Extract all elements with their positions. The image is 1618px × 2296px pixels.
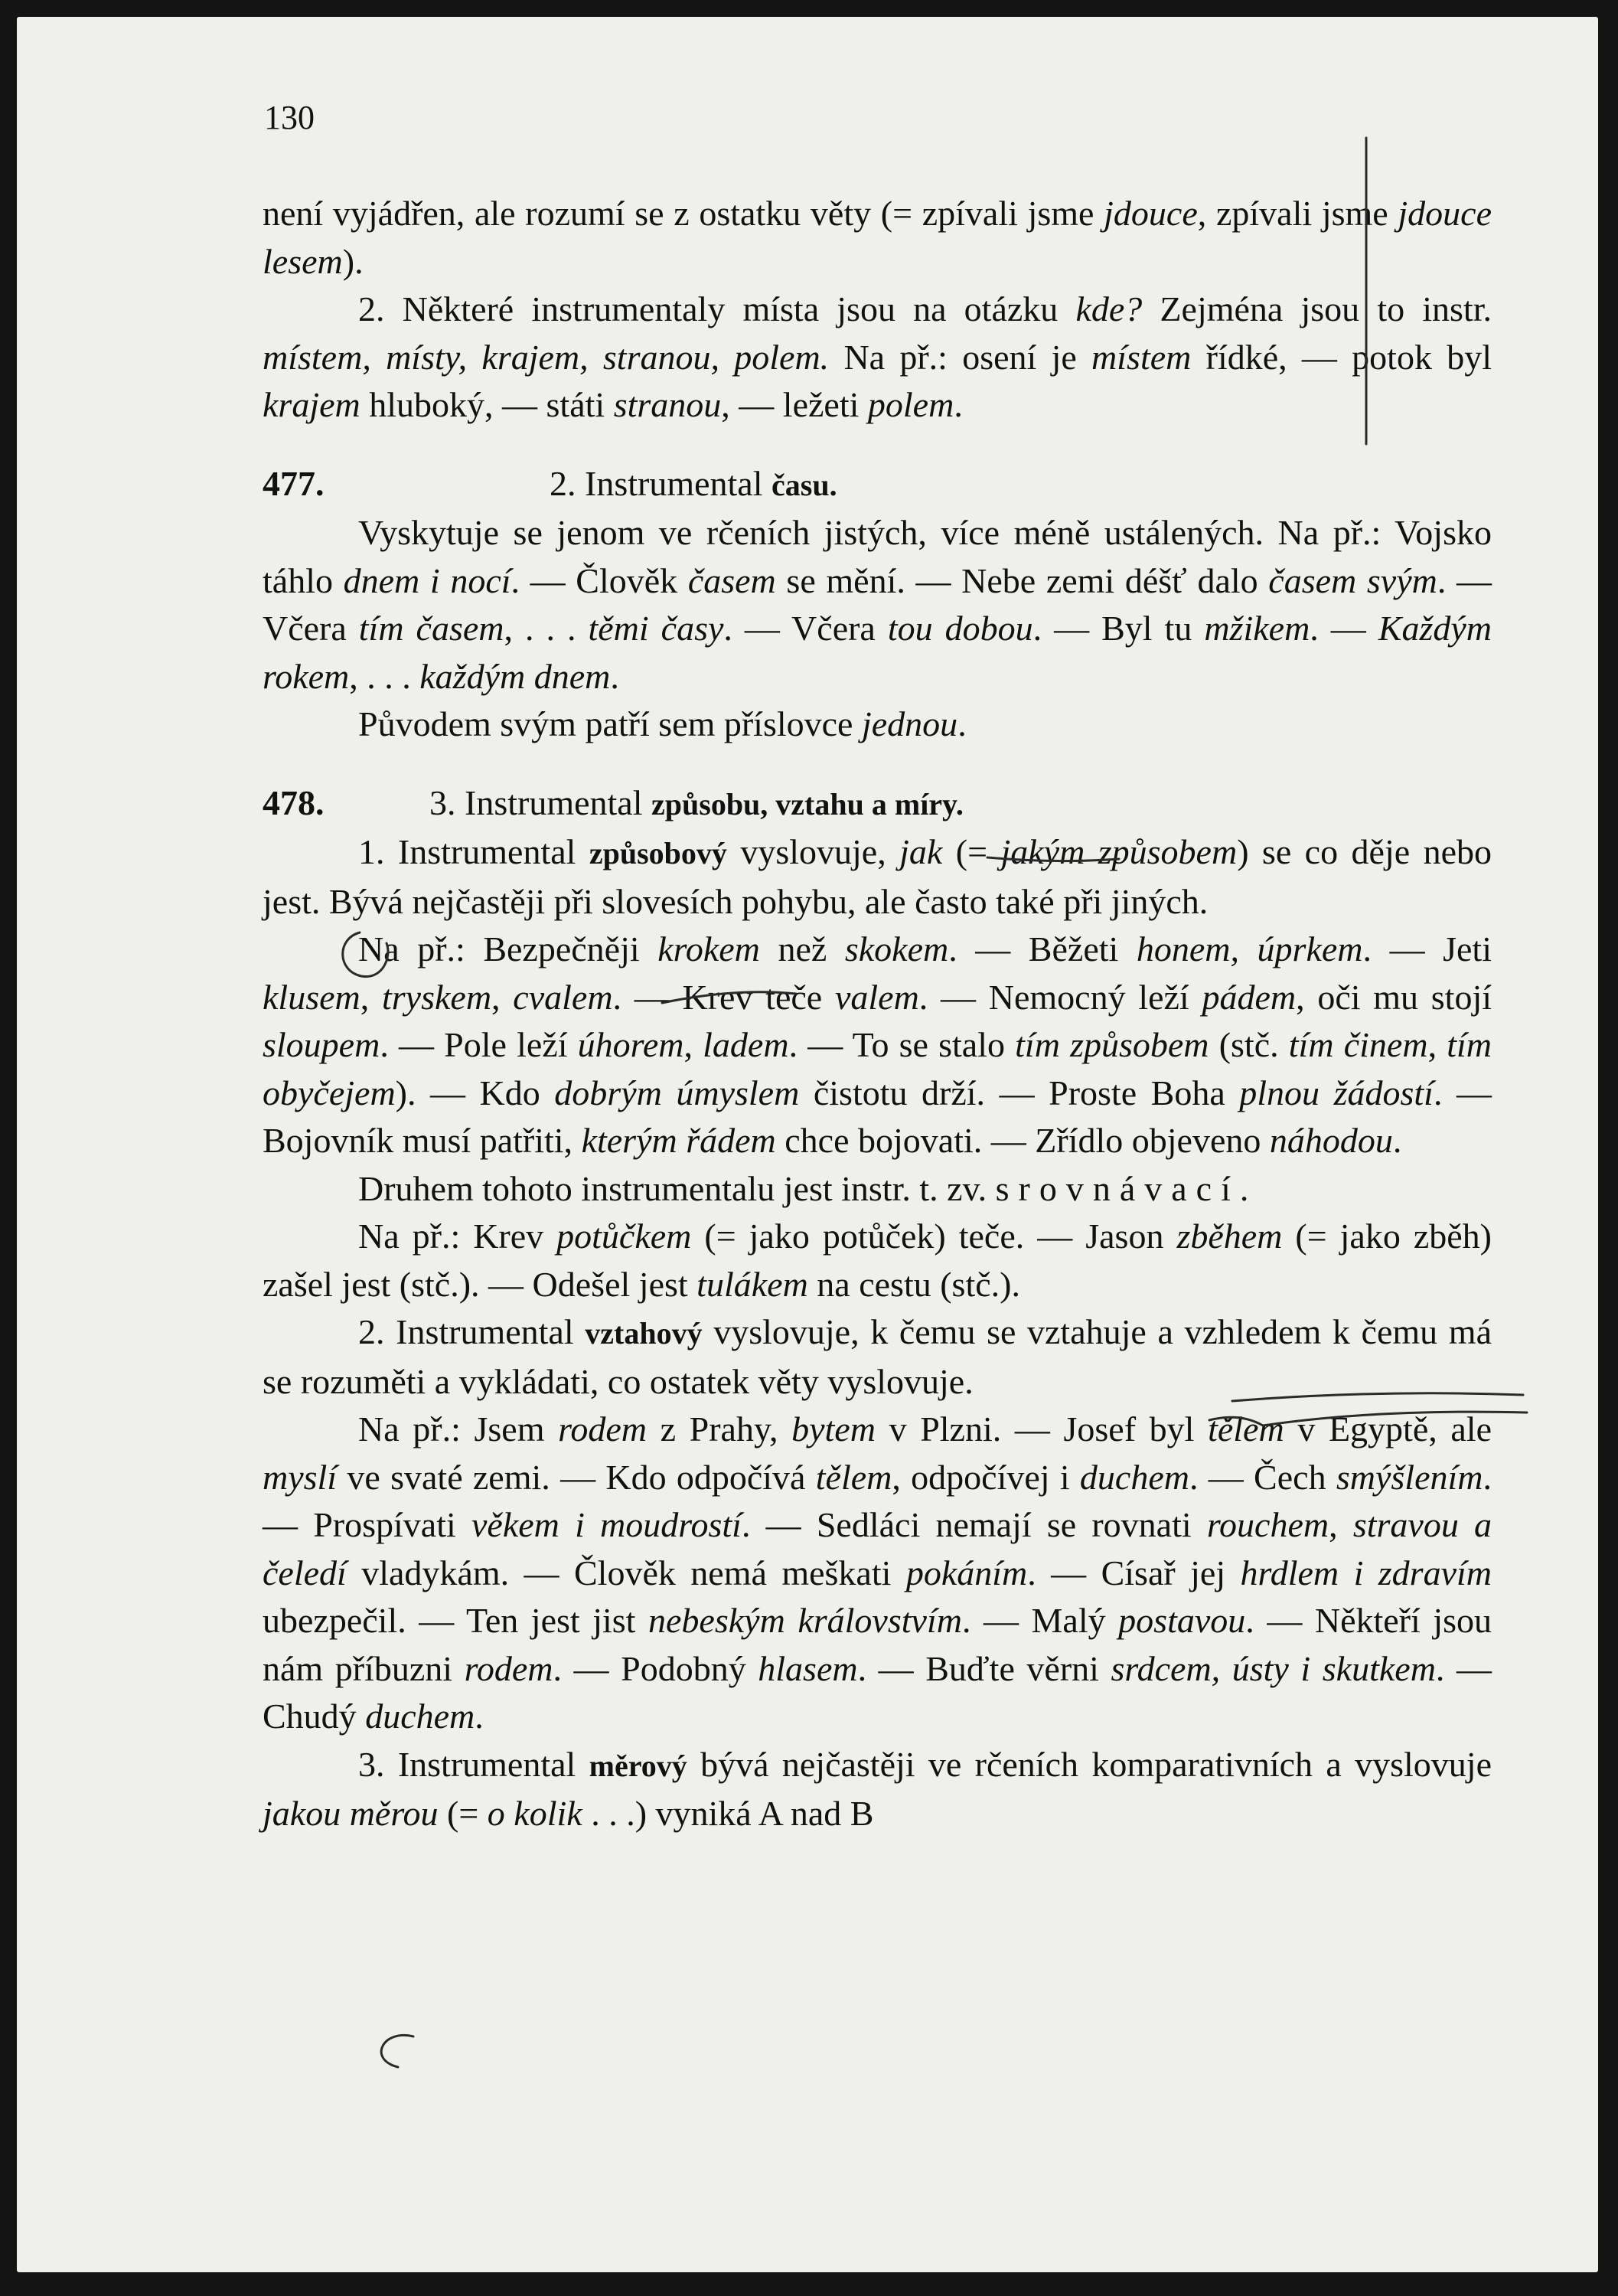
section-title: 2. Instrumental času. [550, 463, 837, 503]
section-number: 478. [263, 782, 325, 822]
section-478-heading [263, 779, 1492, 829]
body-text [263, 190, 1492, 1838]
paragraph-5: 1. Instrumental způsobový vyslovuje, jak (= jakým způsobem) se co děje nebo jest. Bývá nejčastěji při slovesích pohybu, ale často také při jiných. [263, 832, 1492, 921]
paragraph-7: Druhem tohoto instrumentalu jest instr. t. zv. srovnávací. [358, 1168, 1249, 1208]
section-number: 477. [263, 463, 325, 503]
paragraph-9: 2. Instrumental vztahový vyslovuje, k čemu se vztahuje a vzhledem k čemu má se rozuměti a vykládati, co ostatek věty vyslovuje. [263, 1312, 1492, 1401]
page-number: 130 [264, 99, 315, 136]
paragraph-4: Původem svým patří sem příslovce jednou. [358, 704, 967, 743]
section-477-heading [263, 460, 1492, 510]
section-title: 3. Instrumental způsobu, vztahu a míry. [429, 782, 964, 822]
paragraph-11: 3. Instrumental měrový bývá nejčastěji ve rčeních komparativních a vyslovuje jakou měrou (= o kolik . . .) vyniká A nad B [263, 1744, 1492, 1833]
paragraph-10: Na př.: Jsem rodem z Prahy, bytem v Plzni. — Josef byl tělem v Egyptě, ale myslí ve svaté zemi. — Kdo odpočívá tělem, odpočívej i duchem. — Čech smýšlením. — Prospívati věkem i moudrostí. — Sedláci nemají se rovnati rouchem, stravou a čeledí vladykám. — Člověk nemá meškati pokáním. — Císař jej hrdlem i zdravím ubezpečil. — Ten jest jist nebeským královstvím. — Malý postavou. — Někteří jsou nám příbuzni rodem. — Podobný hlasem. — Buďte věrni srdcem, ústy i skutkem. — Chudý duchem. [263, 1409, 1492, 1736]
paragraph-8: Na př.: Krev potůčkem (= jako potůček) teče. — Jason zběhem (= jako zběh) zašel jest (stč.). — Odešel jest tulákem na cestu (stč.). [263, 1217, 1492, 1304]
paragraph-6: Na př.: Bezpečněji krokem než skokem. — Běžeti honem, úprkem. — Jeti klusem, tryskem, cvalem. — Krev teče valem. — Nemocný leží pádem, oči mu stojí sloupem. — Pole leží úhorem, ladem. — To se stalo tím způsobem (stč. tím činem, tím obyčejem). — Kdo dobrým úmyslem čistotu drží. — Proste Boha plnou žádostí. — Bojovník musí patřiti, kterým řádem chce bojovati. — Zřídlo objeveno náhodou. [263, 929, 1492, 1160]
paragraph-2: 2. Některé instrumentaly místa jsou na otázku kde? Zejména jsou to instr. místem, místy, krajem, stranou, polem. Na př.: osení je místem řídké, — potok byl krajem hluboký, — státi stranou, — ležeti polem. [263, 289, 1492, 424]
paragraph-1: není vyjádřen, ale rozumí se z ostatku věty (= zpívali jsme jdouce, zpívali jsme jdouce lesem). [263, 194, 1492, 281]
paragraph-3: Vyskytuje se jenom ve rčeních jistých, více méně ustálených. Na př.: Vojsko táhlo dnem i nocí. — Člověk časem se mění. — Nebe zemi déšť dalo časem svým. — Včera tím časem, . . . těmi časy. — Včera tou dobou. — Byl tu mžikem. — Každým rokem, . . . každým dnem. [263, 513, 1492, 696]
